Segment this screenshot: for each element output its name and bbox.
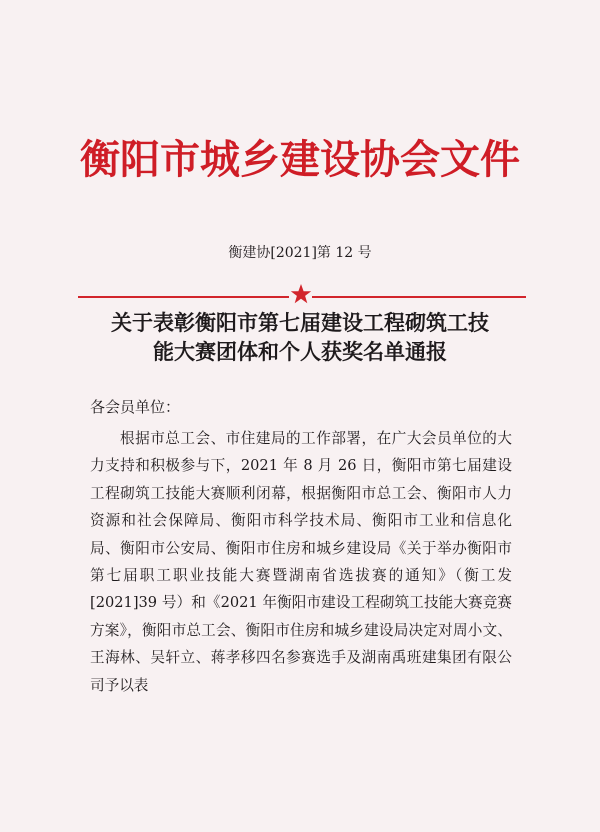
red-divider-right	[312, 296, 526, 298]
document-title-line-2: 能大赛团体和个人获奖名单通报	[153, 339, 447, 364]
red-divider-left	[78, 296, 289, 298]
document-title-line-1: 关于表彰衡阳市第七届建设工程砌筑工技	[111, 310, 489, 335]
salutation: 各会员单位：	[90, 398, 181, 416]
document-title	[0, 308, 600, 366]
red-star-icon	[290, 283, 312, 305]
document-number: 衡建协[2021]第 12 号	[228, 245, 372, 261]
letterhead-title: 衡阳市城乡建设协会文件	[80, 136, 520, 183]
body-paragraph: 根据市总工会、市住建局的工作部署，在广大会员单位的大力支持和积极参与下，2021 年 8 月 26 日，衡阳市第七届建设工程砌筑工技能大赛顺利闭幕，根据衡阳市总工会、衡阳市人力资源和社会保障局、衡阳市科学技术局、衡阳市工业和信息化局、衡阳市公安局、衡阳市住房和城乡建设局《关于举办衡阳市第七届职工职业技能大赛暨湖南省选拔赛的通知》（衡工发[2021]39 号）和《2021 年衡阳市建设工程砌筑工技能大赛竞赛方案》，衡阳市总工会、衡阳市住房和城乡建设局决定对周小文、王海林、吴轩立、蒋孝移四名参赛选手及湖南禹班建集团有限公司予以表	[90, 430, 512, 694]
